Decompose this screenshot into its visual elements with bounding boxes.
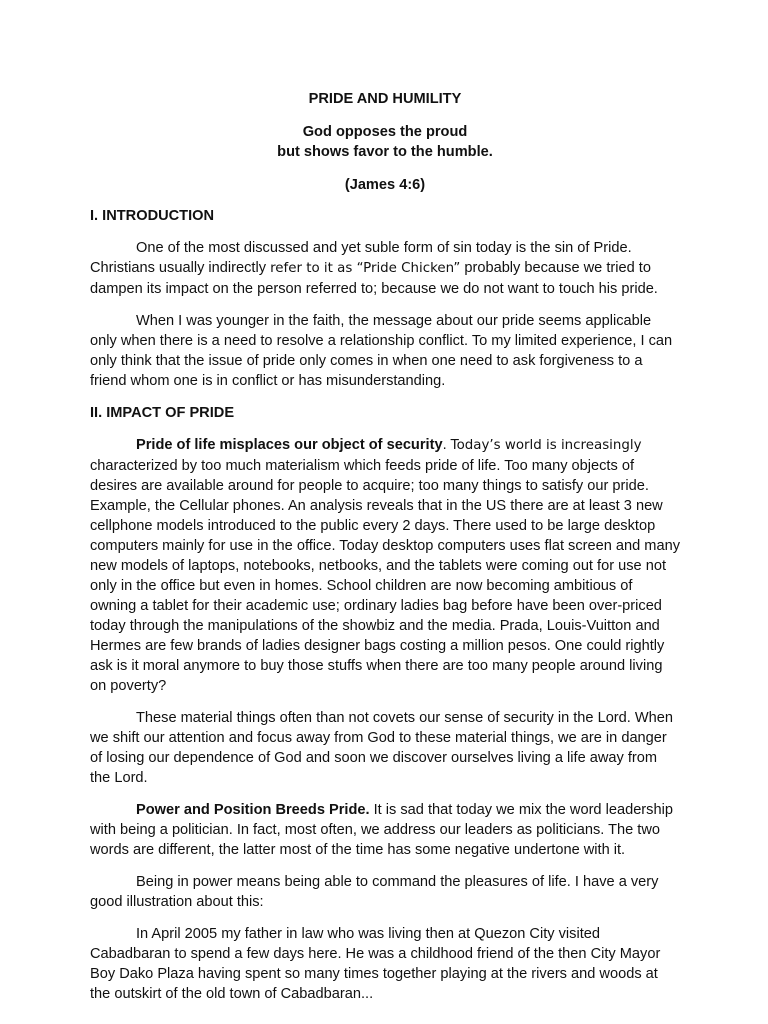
paragraph-3-part-a: . bbox=[442, 437, 451, 453]
document-page bbox=[90, 89, 680, 1016]
paragraph-1-part-b: refer to it as “Pride Chicken” bbox=[270, 261, 461, 276]
paragraph-3-part-c: characterized by too much materialism which feeds pride of life. Too many objects of desires are available around for people to acquire; too many things to satisfy our pride. Example, the Cellular phones. An analysis reveals that in the US there are at least 3 new cellphone models introduced to the public every 2 days. There used to be large desktop computers mainly for use in the office. Today desktop computers uses flat screen and many new models of laptops, notebooks, netbooks, and the tablets were coming out for use not only in the office but even in homes. School children are now becoming ambitious of owning a tablet for their academic use; ordinary ladies bag before have been over-priced today through the manipulations of the showbiz and the media. Prada, Louis-Vuitton and Hermes are few brands of ladies designer bags costing a million pesos. One could rightly ask is it moral anymore to buy those stuffs when there are too many people around living on poverty? bbox=[90, 458, 680, 694]
paragraph-1-part-a: One of the most discussed and yet suble form of sin today is the sin of Pride. Christians usually indirectly bbox=[90, 240, 632, 276]
verse-line-2: but shows favor to the humble. bbox=[277, 144, 493, 160]
paragraph-3-part-b: Today’s world is increasingly bbox=[450, 438, 642, 453]
verse-reference: (James 4:6) bbox=[344, 177, 426, 193]
paragraph-1-part-c: probably because we tried to dampen its impact on the person referred to; because we do not want to touch his pride. bbox=[90, 260, 658, 297]
paragraph-3-lead: Pride of life misplaces our object of security bbox=[136, 437, 443, 453]
paragraph-2: When I was younger in the faith, the message about our pride seems applicable only when there is a need to resolve a relationship conflict. To my limited experience, I can only think that the issue of pride only comes in when one need to ask forgiveness to a friend whom one is in conflict or has misunderstanding. bbox=[90, 313, 673, 389]
verse-quote bbox=[90, 122, 680, 162]
paragraph-3 bbox=[90, 435, 680, 696]
paragraph-6: Being in power means being able to command the pleasures of life. I have a very good illustration about this: bbox=[90, 874, 659, 910]
paragraph-5-rest: It is sad that today we mix the word leadership with being a politician. In fact, most often, we address our leaders as politicians. The two words are different, the latter most of the time has some negative undertone with it. bbox=[90, 802, 673, 858]
paragraph-1 bbox=[90, 238, 680, 299]
verse-line-1: God opposes the proud bbox=[302, 124, 468, 140]
document-title: PRIDE AND HUMILITY bbox=[308, 91, 462, 107]
section-heading-introduction: I. INTRODUCTION bbox=[90, 208, 215, 224]
paragraph-5 bbox=[90, 800, 680, 860]
paragraph-5-lead: Power and Position Breeds Pride. bbox=[136, 802, 370, 818]
paragraph-7: In April 2005 my father in law who was living then at Quezon City visited Cabadbaran to spend a few days here. He was a childhood friend of the then City Mayor Boy Dako Plaza having spent so many times together playing at the rivers and woods at the outskirt of the old town of Cabadbaran... bbox=[90, 926, 661, 1002]
paragraph-4: These material things often than not covets our sense of security in the Lord. When we shift our attention and focus away from God to these material things, we are in danger of losing our dependence of God and soon we discover ourselves living a life away from the Lord. bbox=[90, 710, 674, 786]
section-heading-impact-of-pride: II. IMPACT OF PRIDE bbox=[90, 405, 235, 421]
